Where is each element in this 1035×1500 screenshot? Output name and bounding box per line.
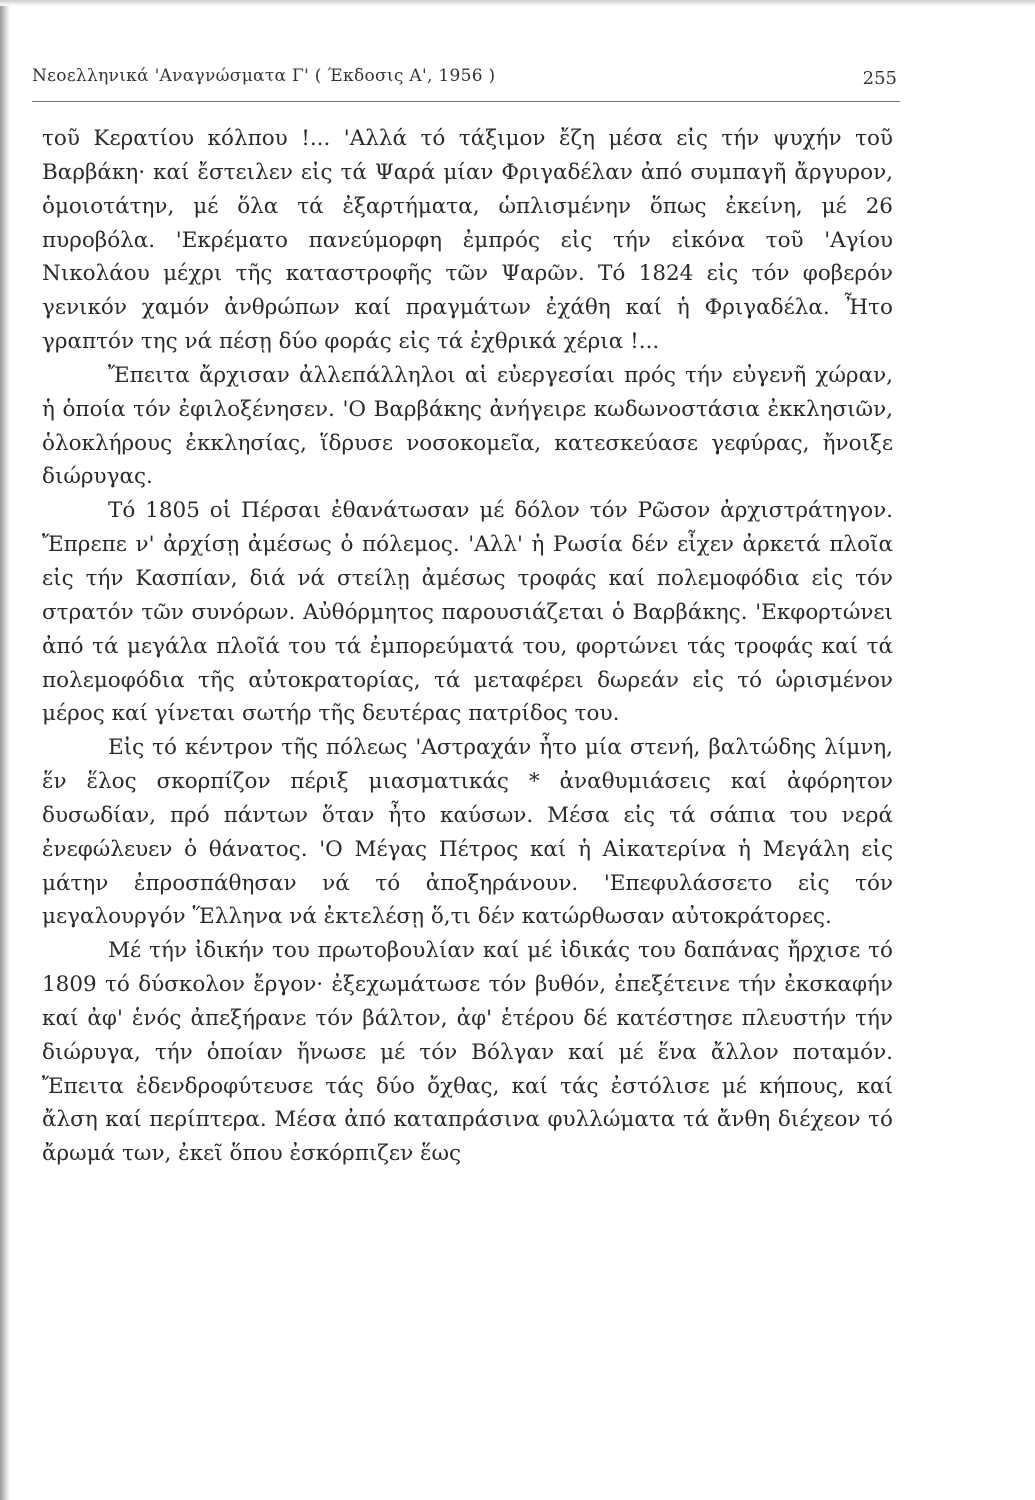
paragraph: τοῦ Κερατίου κόλπου !... 'Αλλά τό τάξιμον ἔζη μέσα εἰς τήν ψυχήν τοῦ Βαρβάκη· καί ἔστειλεν εἰς τά Ψαρά μίαν Φριγαδέλαν ἀπό συμπαγῆ ἄργυρον, ὁμοιοτάτην, μέ ὅλα τά ἐξαρτήματα, ὡπλισμένην ὅπως ἐκείνη, μέ 26 πυροβόλα. 'Εκρέματο πανεύμορφη ἐμπρός εἰς τήν εἰκόνα τοῦ 'Αγίου Νικολάου μέχρι τῆς καταστροφῆς τῶν Ψαρῶν. Τό 1824 εἰς τόν φοβερόν γενικόν χαμόν ἀνθρώπων καί πραγμάτων ἐχάθη καί ἡ Φριγαδέλα. Ἦτο γραπτόν της νά πέσῃ δύο φοράς εἰς τά ἐχθρικά χέρια !... <box>42 126 893 355</box>
running-header: Νεοελληνικά 'Αναγνώσματα Γ' ( Έκδοσις Α', 1956 ) <box>32 66 496 86</box>
paragraph: Ἔπειτα ἄρχισαν ἀλλεπάλληλοι αἱ εὐεργεσίαι πρός τήν εὐγενῆ χώραν, ἡ ὁποία τόν ἐφιλοξένησεν. 'Ο Βαρβάκης ἀνήγειρε κωδωνοστάσια ἐκκλησιῶν, ὁλοκλήρους ἐκκλησίας, ἵδρυσε νοσοκομεῖα, κατεσκεύασε γεφύρας, ἤνοιξε διώρυγας. <box>42 362 893 490</box>
header-rule <box>32 101 900 102</box>
scan-top-shadow <box>0 0 1035 6</box>
paragraph: Τό 1805 οἱ Πέρσαι ἐθανάτωσαν μέ δόλον τόν Ρῶσον ἀρχιστράτηγον. Ἔπρεπε ν' ἀρχίσῃ ἀμέσως ὁ πόλεμος. 'Αλλ' ἡ Ρωσία δέν εἶχεν ἀρκετά πλοῖα εἰς τήν Κασπίαν, διά νά στείλῃ ἀμέσως τροφάς καί πολεμοφόδια εἰς τόν στρατόν τῶν συνόρων. Αὐθόρμητος παρουσιάζεται ὁ Βαρβάκης. 'Εκφορτώνει ἀπό τά μεγάλα πλοῖά του τά ἐμπορεύματά του, φορτώνει τάς τροφάς καί τά πολεμοφόδια τῆς αὐτοκρατορίας, τά μεταφέρει δωρεάν εἰς τό ὡρισμένον μέρος καί γίνεται σωτήρ τῆς δευτέρας πατρίδος του. <box>42 498 893 727</box>
paragraph: Εἰς τό κέντρον τῆς πόλεως 'Αστραχάν ἦτο μία στενή, βαλτώδης λίμνη, ἕν ἕλος σκορπίζον πέριξ μιασματικάς * ἀναθυμιάσεις καί ἀφόρητον δυσωδίαν, πρό πάντων ὅταν ἦτο καύσων. Μέσα εἰς τά σάπια του νερά ἐνεφώλευεν ὁ θάνατος. 'Ο Μέγας Πέτρος καί ἡ Αἰκατερίνα ἡ Μεγάλη εἰς μάτην ἐπροσπάθησαν νά τό ἀποξηράνουν. 'Επεφυλάσσετο εἰς τόν μεγαλουργόν Ἕλληνα νά ἐκτελέσῃ ὅ,τι δέν κατώρθωσαν αὐτοκράτορες. <box>42 735 893 930</box>
page-number: 255 <box>862 68 897 89</box>
paragraph: Μέ τήν ἰδικήν του πρωτοβουλίαν καί μέ ἰδικάς του δαπάνας ἤρχισε τό 1809 τό δύσκολον ἔργον· ἐξεχωμάτωσε τόν βυθόν, ἐπεξέτεινε τήν ἐκσκαφήν καί ἀφ' ἑνός ἀπεξήρανε τόν βάλτον, ἀφ' ἑτέρου δέ κατέστησε πλευστήν τήν διώρυγα, τήν ὁποίαν ἥνωσε μέ τόν Βόλγαν καί μέ ἕνα ἄλλον ποταμόν. Ἔπειτα ἐδενδροφύτευσε τάς δύο ὄχθας, καί τάς ἐστόλισε μέ κήπους, καί ἄλση καί περίπτερα. Μέσα ἀπό καταπράσινα φυλλώματα τά ἄνθη διέχεον τό ἄρωμά των, ἐκεῖ ὅπου ἐσκόρπιζεν ἕως <box>42 938 893 1167</box>
scan-edge-shadow <box>0 0 10 1500</box>
body-text <box>42 122 893 1171</box>
